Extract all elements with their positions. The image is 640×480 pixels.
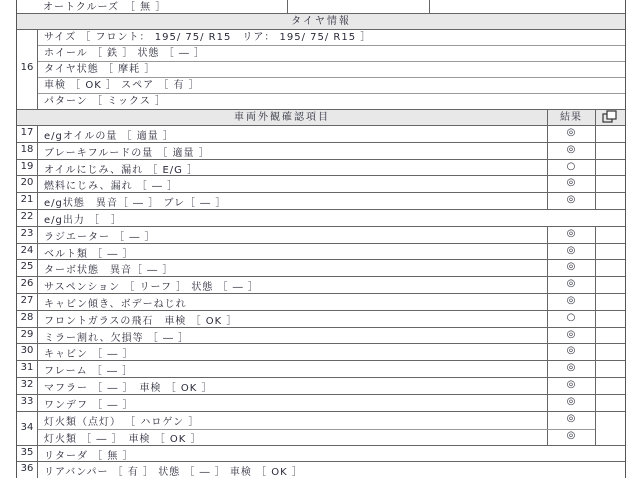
rear-bumper-row xyxy=(17,462,625,478)
retarder-row xyxy=(17,446,625,462)
row-number: 28 xyxy=(20,311,34,323)
row-text: e/g出力 ［ ］ xyxy=(44,214,123,226)
exterior-row xyxy=(17,210,625,227)
row-number: 31 xyxy=(20,362,34,374)
exterior-row xyxy=(17,311,625,328)
row-text: e/g状態 異音［ ― ］ ブレ［ ― ］ xyxy=(44,198,227,210)
row-number: 23 xyxy=(20,227,34,239)
exterior-header-label: 車両外観確認項目 xyxy=(234,112,330,123)
exterior-row xyxy=(17,328,625,345)
row-number: 32 xyxy=(20,378,34,390)
exterior-row xyxy=(17,227,625,244)
tire-line: ホイール ［ 鉄 ］ 状態 ［ ― ］ xyxy=(38,46,625,62)
row-text: サスペンション ［ リーフ ］ 状態 ［ ― ］ xyxy=(44,282,259,294)
result-mark: ◎ xyxy=(566,261,576,273)
row-text: ブレーキフルードの量 ［ 適量 ］ xyxy=(44,147,210,159)
exterior-row xyxy=(17,294,625,311)
row-number: 18 xyxy=(20,143,34,155)
row-number: 30 xyxy=(20,345,34,357)
row-number: 19 xyxy=(20,160,34,172)
row-number: 33 xyxy=(20,395,34,407)
result-mark: ◎ xyxy=(566,244,576,256)
row-number: 24 xyxy=(20,244,34,256)
result-header: 結果 xyxy=(560,112,582,123)
row-number: 35 xyxy=(20,446,34,458)
result-mark: ◎ xyxy=(566,177,576,189)
row-text: 燃料にじみ、漏れ ［ ― ］ xyxy=(44,181,179,193)
exterior-row xyxy=(17,260,625,277)
result-mark: ◎ xyxy=(566,328,576,340)
tire-header-label: タイヤ情報 xyxy=(291,16,351,27)
tire-block xyxy=(17,30,625,110)
result-mark: ◎ xyxy=(566,127,576,138)
row-text: フロントガラスの飛石 車検 ［ OK ］ xyxy=(44,315,238,327)
row-text: ベルト類 ［ ― ］ xyxy=(44,248,134,260)
row-number: 16 xyxy=(20,62,34,73)
result-mark: ◎ xyxy=(566,294,576,306)
row-text: キャビン ［ ― ］ xyxy=(44,349,134,361)
row-number: 25 xyxy=(20,261,34,273)
result-mark: ◎ xyxy=(566,194,576,206)
inspection-table xyxy=(16,0,626,478)
row-text: マフラー ［ ― ］ 車検 ［ OK ］ xyxy=(44,382,213,394)
row-number: 21 xyxy=(20,194,34,206)
exterior-row xyxy=(17,160,625,177)
row-text: ミラー割れ、欠損等 ［ ― ］ xyxy=(44,332,190,344)
result-mark: ◎ xyxy=(566,378,576,390)
result-mark: ◎ xyxy=(566,345,576,357)
row-text: e/gオイルの量 ［ 適量 ］ xyxy=(44,131,174,142)
row-number: 26 xyxy=(20,278,34,290)
exterior-row xyxy=(17,176,625,193)
row-text: キャビン傾き、ボデーねじれ xyxy=(44,298,187,310)
row-number: 22 xyxy=(20,210,34,222)
result-mark: ◎ xyxy=(566,362,576,374)
tire-line: タイヤ状態 ［ 摩耗 ］ xyxy=(38,62,625,78)
row-text: ワンデフ ［ ― ］ xyxy=(44,399,134,411)
exterior-row xyxy=(17,126,625,143)
exterior-row xyxy=(17,244,625,261)
exterior-row xyxy=(17,344,625,361)
row-text: ターボ状態 異音［ ― ］ xyxy=(44,265,174,277)
result-mark: ◎ xyxy=(566,429,576,441)
lights-line: 灯火類（点灯） ［ ハロゲン ］ xyxy=(44,416,200,428)
row-number: 36 xyxy=(20,462,34,474)
row-number: 34 xyxy=(20,421,34,433)
result-mark: ◎ xyxy=(566,278,576,290)
result-mark: ◎ xyxy=(566,143,576,155)
row-text: ラジエーター ［ ― ］ xyxy=(44,231,156,243)
result-mark: ○ xyxy=(566,160,576,172)
tire-line: サイズ ［ フロント： 195/ 75/ R15 リア： 195/ 75/ R15 ］ xyxy=(38,30,625,46)
row-number: 27 xyxy=(20,294,34,306)
exterior-section-header xyxy=(17,110,625,126)
tire-line: 車検 ［ OK ］ スペア ［ 有 ］ xyxy=(38,78,625,94)
row-text: リターダ ［ 無 ］ xyxy=(44,450,134,462)
row-text: フレーム ［ ― ］ xyxy=(44,366,134,378)
exterior-row xyxy=(17,277,625,294)
exterior-row xyxy=(17,193,625,210)
tire-section-header xyxy=(17,14,625,30)
auto-cruise-label: オートクルーズ ［ 無 ］ xyxy=(43,2,167,13)
exterior-row xyxy=(17,361,625,378)
row-text: リアバンパー ［ 有 ］ 状態 ［ ― ］ 車検 ［ OK ］ xyxy=(44,466,303,478)
exterior-row xyxy=(17,395,625,412)
row-text: オイルにじみ、漏れ ［ E/G ］ xyxy=(44,164,199,176)
row-number: 29 xyxy=(20,328,34,340)
result-mark: ○ xyxy=(566,311,576,323)
exterior-row xyxy=(17,378,625,395)
row-number: 17 xyxy=(20,127,34,138)
lights-line: 灯火類 ［ ― ］ 車検 ［ OK ］ xyxy=(44,433,202,445)
exterior-row xyxy=(17,143,625,160)
result-mark: ◎ xyxy=(566,395,576,407)
exterior-rows xyxy=(17,126,625,412)
lights-row xyxy=(17,412,625,446)
tire-line: パターン ［ ミックス ］ xyxy=(44,96,167,107)
result-mark: ◎ xyxy=(566,412,576,424)
row-number: 20 xyxy=(20,177,34,189)
auto-cruise-row xyxy=(17,0,625,14)
result-mark: ◎ xyxy=(566,227,576,239)
